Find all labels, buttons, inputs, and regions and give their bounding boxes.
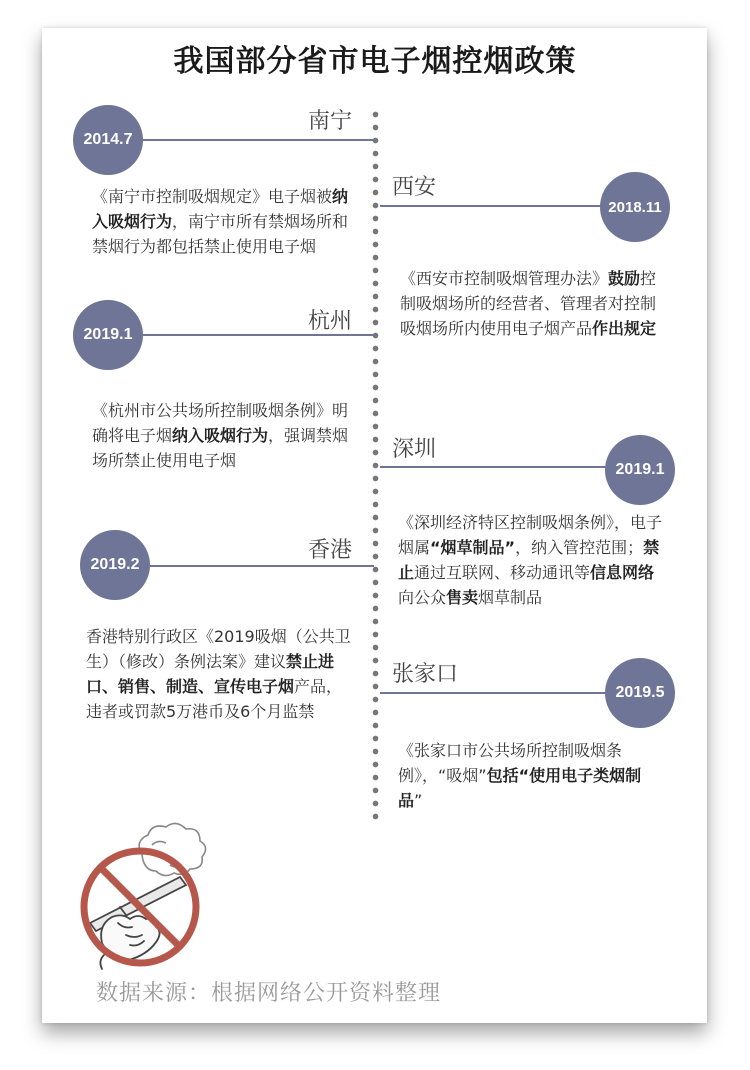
timeline-axis [372, 108, 379, 820]
date-badge: 2018.11 [600, 172, 670, 242]
timeline-connector [380, 205, 636, 207]
city-label: 深圳 [392, 437, 437, 462]
policy-description: 《杭州市公共场所控制吸烟条例》明确将电子烟纳入吸烟行为，强调禁烟场所禁止使用电子烟 [92, 401, 349, 470]
policy-description: 《南宁市控制吸烟规定》电子烟被纳入吸烟行为，南宁市所有禁烟场所和禁烟行为都包括禁止使用电子烟 [92, 187, 349, 256]
date-badge: 2019.5 [605, 658, 675, 728]
policy-description: 《深圳经济特区控制吸烟条例》，电子烟属“烟草制品”，纳入管控范围；禁止通过互联网、移动通讯等信息网络向公众售卖烟草制品 [398, 513, 663, 607]
timeline-connector [116, 565, 374, 567]
date-badge: 2019.2 [80, 530, 150, 600]
date-badge: 2019.1 [73, 300, 143, 370]
timeline-connector [112, 139, 374, 141]
city-label: 香港 [308, 538, 353, 563]
policy-description: 香港特别行政区《2019吸烟（公共卫生）（修改）条例法案》建议禁止进口、销售、制造、宣传电子烟产品，违者或罚款5万港币及6个月监禁 [86, 627, 351, 721]
date-badge: 2019.1 [605, 435, 675, 505]
city-label: 张家口 [392, 662, 459, 687]
timeline-connector [380, 466, 636, 468]
policy-description: 《西安市控制吸烟管理办法》鼓励控制吸烟场所的经营者、管理者对控制吸烟场所内使用电子烟产品作出规定 [400, 269, 657, 338]
city-label: 西安 [392, 175, 437, 200]
policy-description: 《张家口市公共场所控制吸烟条例》，“吸烟”包括“使用电子类烟制品” [398, 741, 642, 810]
date-badge: 2014.7 [73, 105, 143, 175]
page-title: 我国部分省市电子烟控烟政策 [173, 44, 577, 79]
data-source-note: 数据来源：根据网络公开资料整理 [96, 981, 442, 1006]
city-label: 南宁 [308, 109, 353, 134]
timeline-connector [380, 692, 636, 694]
no-ecigarette-icon [60, 795, 270, 970]
city-label: 杭州 [308, 309, 353, 334]
